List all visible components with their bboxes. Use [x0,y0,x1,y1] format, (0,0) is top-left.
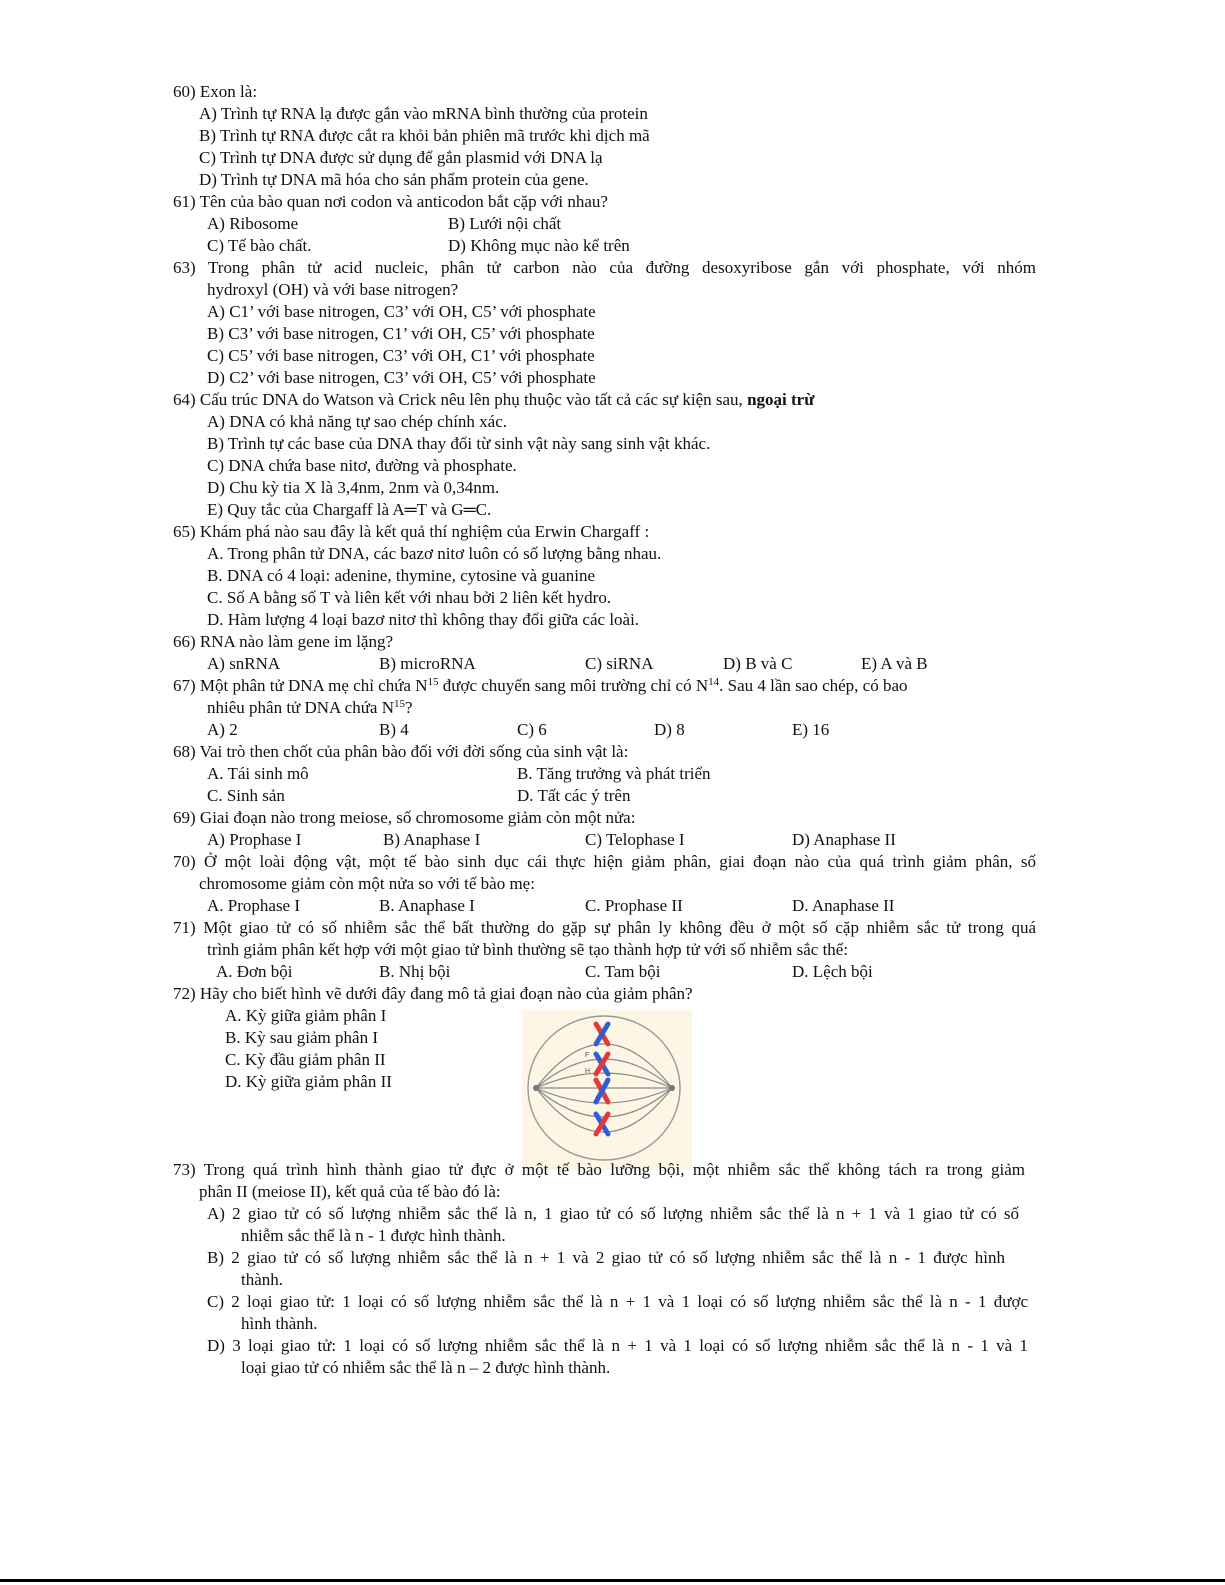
q64-option-b: B) Trình tự các base của DNA thay đổi từ sinh vật này sang sinh vật khác. [207,434,711,453]
spindle-pole [533,1085,539,1091]
q66-stem: 66) RNA nào làm gene im lặng? [173,632,394,651]
q73-option-b-line1: B) 2 giao tử có số lượng nhiễm sắc thể là n + 1 và 2 giao tử có số lượng nhiễm sắc thể là n - 1 được hình [207,1248,1005,1267]
spindle-pole [669,1085,675,1091]
q64-option-e: E) Quy tắc của Chargaff là A═T và G═C. [207,500,492,519]
figure-label-f: F [585,1052,590,1059]
q71-option-a: A. Đơn bội [216,962,293,981]
q72-option-d: D. Kỳ giữa giảm phân II [225,1072,392,1091]
q65-option-b: B. DNA có 4 loại: adenine, thymine, cytosine và guanine [207,566,596,585]
q63-option-d: D) C2’ với base nitrogen, C3’ với OH, C5’ với phosphate [207,368,596,387]
q69-option-c: C) Telophase I [585,830,685,849]
q67-superscript-3: 15 [393,698,405,710]
q67-superscript-2: 14 [708,676,720,688]
q67-stem-line1 [173,675,908,697]
q67-stem-part-c: . Sau 4 lần sao chép, có bao [719,676,908,695]
q71-option-d: D. Lệch bội [792,962,873,981]
q67-stem-part-a: 67) Một phân tử DNA mẹ chỉ chứa N [173,676,428,695]
q61-stem: 61) Tên của bào quan nơi codon và anticodon bắt cặp với nhau? [173,192,608,211]
q69-option-a: A) Prophase I [207,830,302,849]
q68-stem: 68) Vai trò then chốt của phân bào đối với đời sống của sinh vật là: [173,742,629,761]
q64-option-d: D) Chu kỳ tia X là 3,4nm, 2nm và 0,34nm. [207,478,500,497]
q66-option-e: E) A và B [861,654,928,673]
chromosome-pair [596,1054,608,1074]
q73-stem-line1: 73) Trong quá trình hình thành giao tử đực ở một tế bào lưỡng bội, một nhiễm sắc thể không tách ra trong giảm [173,1160,1025,1179]
q71-option-b: B. Nhị bội [379,962,451,981]
q60-option-c: C) Trình tự DNA được sử dụng để gắn plasmid với DNA lạ [199,148,603,167]
q71-option-c: C. Tam bội [585,962,661,981]
q61-option-a: A) Ribosome [207,214,299,233]
q67-option-d: D) 8 [654,720,685,739]
q66-option-d: D) B và C [723,654,793,673]
q73-stem-line2: phân II (meiose II), kết quả của tế bào đó là: [199,1182,501,1201]
q67-option-e: E) 16 [792,720,830,739]
q64-stem [173,389,814,411]
q72-option-a: A. Kỳ giữa giảm phân I [225,1006,387,1025]
meiosis-figure [522,1010,692,1170]
q63-option-b: B) C3’ với base nitrogen, C1’ với OH, C5’ với phosphate [207,324,595,343]
q60-option-d: D) Trình tự DNA mã hóa cho sản phẩm protein của gene. [199,170,589,189]
q70-option-c: C. Prophase II [585,896,683,915]
q63-option-c: C) C5’ với base nitrogen, C3’ với OH, C1’ với phosphate [207,346,595,365]
q66-option-c: C) siRNA [585,654,654,673]
q73-option-b-line2: thành. [241,1270,284,1289]
q71-stem-line1: 71) Một giao tử có số nhiễm sắc thể bất thường do gặp sự phân ly không đều ở một số cặp nhiễm sắc tử trong quá [173,918,1036,937]
q61-option-d: D) Không mục nào kể trên [448,236,630,255]
q61-option-c: C) Tế bào chất. [207,236,312,255]
q69-stem: 69) Giai đoạn nào trong meiose, số chromosome giảm còn một nửa: [173,808,636,827]
q64-option-a: A) DNA có khả năng tự sao chép chính xác. [207,412,508,431]
q67-stem-line2 [207,697,413,719]
q63-option-a: A) C1’ với base nitrogen, C3’ với OH, C5’ với phosphate [207,302,596,321]
q64-stem-text: 64) Cấu trúc DNA do Watson và Crick nêu lên phụ thuộc vào tất cả các sự kiện sau, [173,390,748,409]
q72-option-c: C. Kỳ đầu giảm phân II [225,1050,386,1069]
q68-option-d: D. Tất các ý trên [517,786,631,805]
q68-option-a: A. Tái sinh mô [207,764,309,783]
q73-option-c-line1: C) 2 loại giao tử: 1 loại có số lượng nhiễm sắc thể là n + 1 và 1 loại có số lượng nhiễm sắc thể là n - 1 được [207,1292,1028,1311]
q67-option-b: B) 4 [379,720,409,739]
q63-stem-line1: 63) Trong phân tử acid nucleic, phân tử carbon nào của đường desoxyribose gắn với phosphate, với nhóm [173,258,1036,277]
q60-stem: 60) Exon là: [173,82,258,101]
q65-option-c: C. Số A bằng số T và liên kết với nhau bởi 2 liên kết hydro. [207,588,612,607]
q67-stem2-part-b: ? [404,698,413,717]
q68-option-c: C. Sinh sản [207,786,285,805]
q70-option-a: A. Prophase I [207,896,301,915]
q60-option-a: A) Trình tự RNA lạ được gắn vào mRNA bình thường của protein [199,104,648,123]
q70-stem-line1: 70) Ở một loài động vật, một tế bào sinh dục cái thực hiện giảm phân, giai đoạn nào của quá trình giảm phân, số [173,852,1036,871]
q73-option-d-line1: D) 3 loại giao tử: 1 loại có số lượng nhiễm sắc thể là n + 1 và 1 loại có số lượng nhiễm sắc thể là n - 1 và 1 [207,1336,1028,1355]
q60-option-b: B) Trình tự RNA được cắt ra khỏi bản phiên mã trước khi dịch mã [199,126,650,145]
spindle-diagram [522,1010,692,1170]
q67-stem2-part-a: nhiêu phân tử DNA chứa N [207,698,394,717]
chromosome-pair [596,1080,608,1102]
q67-option-a: A) 2 [207,720,238,739]
q69-option-b: B) Anaphase I [383,830,481,849]
q61-option-b: B) Lưới nội chất [448,214,562,233]
figure-label-h: H [585,1068,591,1075]
q66-option-a: A) snRNA [207,654,281,673]
q70-option-b: B. Anaphase I [379,896,475,915]
q63-stem-line2: hydroxyl (OH) và với base nitrogen? [207,280,459,299]
q71-stem-line2: trình giảm phân kết hợp với một giao tử bình thường sẽ tạo thành hợp tử với số nhiễm sắc thể: [207,940,849,959]
q73-option-a-line1: A) 2 giao tử có số lượng nhiễm sắc thể là n, 1 giao tử có số lượng nhiễm sắc thể là n + 1 và 1 giao tử có số [207,1204,1019,1223]
q65-option-a: A. Trong phân tử DNA, các bazơ nitơ luôn có số lượng bằng nhau. [207,544,662,563]
q67-option-c: C) 6 [517,720,547,739]
q64-option-c: C) DNA chứa base nitơ, đường và phosphate. [207,456,517,475]
page-bottom-rule [0,1579,1225,1582]
q73-option-d-line2: loại giao tử có nhiễm sắc thể là n – 2 được hình thành. [241,1358,611,1377]
q65-option-d: D. Hàm lượng 4 loại bazơ nitơ thì không thay đổi giữa các loài. [207,610,640,629]
q69-option-d: D) Anaphase II [792,830,896,849]
q66-option-b: B) microRNA [379,654,476,673]
q73-option-a-line2: nhiễm sắc thể là n - 1 được hình thành. [241,1226,506,1245]
q72-stem: 72) Hãy cho biết hình vẽ dưới đây đang mô tả giai đoạn nào của giảm phân? [173,984,693,1003]
q65-stem: 65) Khám phá nào sau đây là kết quả thí nghiệm của Erwin Chargaff : [173,522,650,541]
chromosome-pair [596,1024,608,1044]
q64-stem-bold: ngoại trừ [747,390,815,409]
q68-option-b: B. Tăng trưởng và phát triển [517,764,711,783]
q70-option-d: D. Anaphase II [792,896,895,915]
q67-superscript-1: 15 [427,676,439,688]
q67-stem-part-b: được chuyển sang môi trường chỉ có N [438,676,709,695]
q72-option-b: B. Kỳ sau giảm phân I [225,1028,378,1047]
q70-stem-line2: chromosome giảm còn một nửa so với tế bào mẹ: [199,874,535,893]
q73-option-c-line2: hình thành. [241,1314,318,1333]
